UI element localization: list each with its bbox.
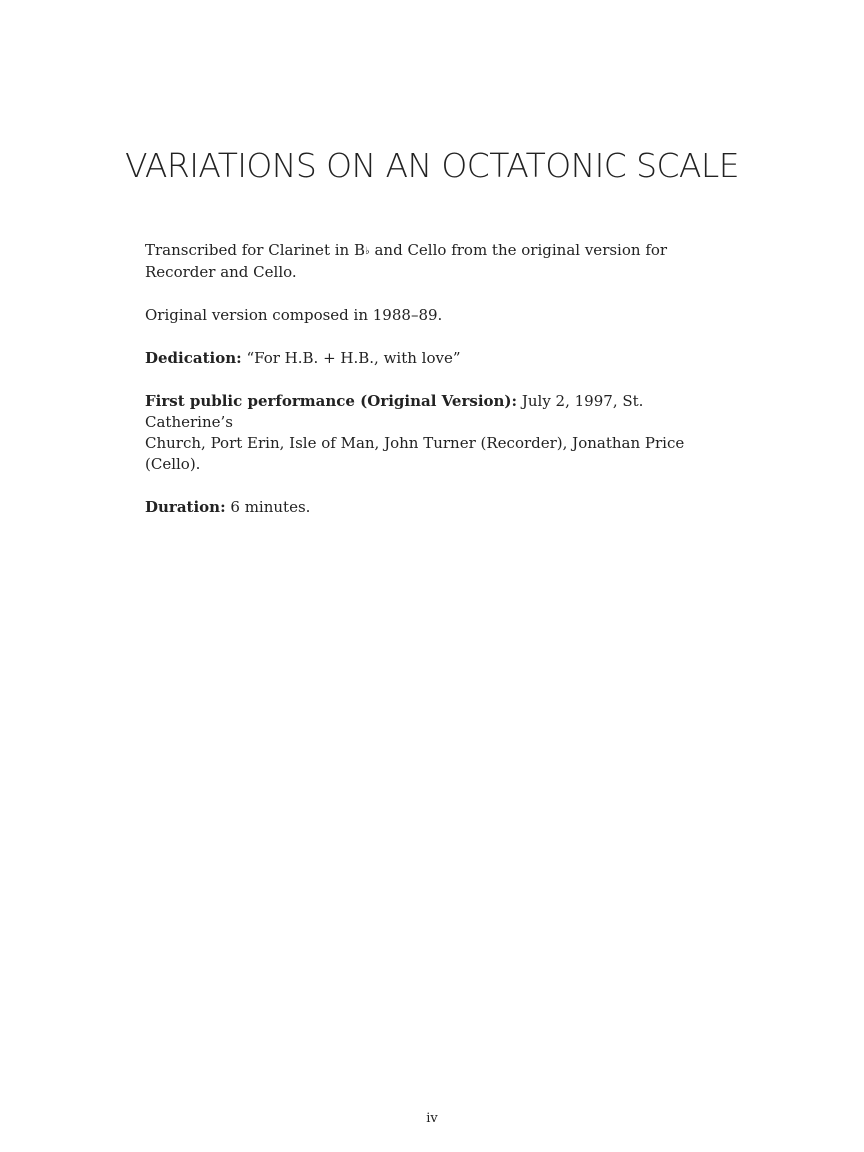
dedication [145, 348, 715, 369]
duration [145, 497, 715, 518]
page-title: VARIATIONS ON AN OCTATONIC SCALE [125, 146, 739, 185]
composition-date: Original version composed in 1988–89. [145, 306, 443, 324]
duration-label: Duration: [145, 498, 226, 516]
first-performance [145, 391, 715, 475]
first-performance-value-line2: Church, Port Erin, Isle of Man, John Turner (Recorder), Jonathan Price (Cello). [145, 434, 685, 473]
first-performance-label: First public performance (Original Version): [145, 392, 518, 410]
transcription-note [145, 240, 715, 283]
dedication-value: “For H.B. + H.B., with love” [241, 349, 461, 367]
transcription-text-start: Transcribed for Clarinet in B [145, 241, 365, 259]
program-notes [145, 240, 715, 540]
dedication-label: Dedication: [145, 349, 242, 367]
first-performance-value-line1: July 2, 1997, St. Catherine’s [145, 392, 644, 431]
page-number: iv [426, 1111, 438, 1126]
transcription-text-end: and Cello from the original version for [369, 241, 668, 259]
flat-symbol: ♭ [364, 246, 370, 257]
transcription-text-line2: Recorder and Cello. [145, 263, 297, 281]
duration-value: 6 minutes. [225, 498, 311, 516]
